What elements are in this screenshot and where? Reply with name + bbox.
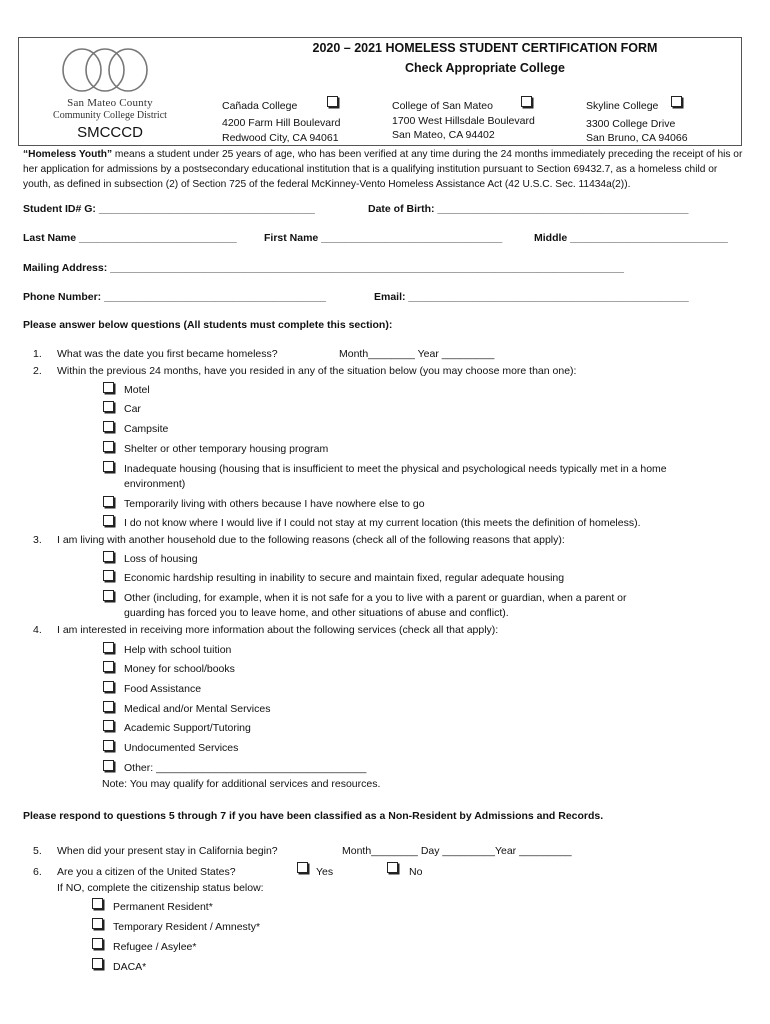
q6-no-checkbox[interactable]: [387, 862, 398, 876]
college-skyline-checkbox[interactable]: [671, 96, 682, 110]
college-canada-address2: Redwood City, CA 94061: [222, 132, 339, 144]
college-skyline-address2: San Bruno, CA 94066: [586, 132, 688, 144]
q4-medical-checkbox[interactable]: [103, 701, 114, 715]
q2-option-campsite: Campsite: [124, 423, 169, 435]
college-canada-checkbox[interactable]: [327, 96, 338, 110]
section2-heading: Please respond to questions 5 through 7 if you have been classified as a Non-Resident by Admissions and Records.: [23, 810, 604, 822]
q6-yes-checkbox[interactable]: [297, 862, 308, 876]
q2-campsite-checkbox[interactable]: [103, 421, 114, 435]
q4-option-medical: Medical and/or Mental Services: [124, 703, 271, 715]
q6-no-label: No: [409, 866, 423, 878]
q4-undocumented-checkbox[interactable]: [103, 740, 114, 754]
q6-option-daca: DACA*: [113, 961, 147, 973]
student-id-field[interactable]: Student ID# G: _____________________________________: [23, 203, 315, 215]
q3-number: 3.: [33, 534, 42, 546]
q1-date-blanks[interactable]: Month________ Year _________: [339, 348, 495, 360]
college-skyline-name: Skyline College: [586, 100, 659, 112]
q4-other-checkbox[interactable]: [103, 760, 114, 774]
q2-shelter-checkbox[interactable]: [103, 441, 114, 455]
q3-loss-checkbox[interactable]: [103, 551, 114, 565]
college-sanmateo-checkbox[interactable]: [521, 96, 532, 110]
college-skyline-address1: 3300 College Drive: [586, 118, 676, 130]
phone-field[interactable]: Phone Number: ______________________________________: [23, 291, 326, 303]
q6-option-temporary: Temporary Resident / Amnesty*: [113, 921, 261, 933]
q2-option-unknown: I do not know where I would live if I could not stay at my current location (this meets the definition of homeless).: [124, 517, 641, 529]
logo-line2: Community College District: [53, 110, 167, 121]
college-canada-name: Cañada College: [222, 100, 298, 112]
q2-unknown-checkbox[interactable]: [103, 515, 114, 529]
q6-daca-checkbox[interactable]: [92, 958, 103, 972]
q6-number: 6.: [33, 866, 42, 878]
q2-option-others: Temporarily living with others because I have nowhere else to go: [124, 498, 425, 510]
q3-other-checkbox[interactable]: [103, 590, 114, 604]
form-title: 2020 – 2021 HOMELESS STUDENT CERTIFICATION FORM: [312, 41, 658, 55]
q5-number: 5.: [33, 845, 42, 857]
q5-text: When did your present stay in California begin?: [57, 845, 278, 857]
definition-term: “Homeless Youth”: [23, 149, 113, 160]
first-name-field[interactable]: First Name _______________________________: [264, 232, 503, 244]
q6-refugee-checkbox[interactable]: [92, 938, 103, 952]
q4-option-food: Food Assistance: [124, 683, 202, 695]
q6-option-permanent: Permanent Resident*: [113, 901, 213, 913]
q4-note: Note: You may qualify for additional services and resources.: [102, 778, 381, 790]
dob-field[interactable]: Date of Birth: ___________________________________________: [368, 203, 689, 215]
q4-academic-checkbox[interactable]: [103, 720, 114, 734]
q4-option-other[interactable]: Other: ____________________________________: [124, 762, 367, 774]
q2-inadequate-checkbox[interactable]: [103, 461, 114, 475]
q4-text: I am interested in receiving more information about the following services (check all that apply):: [57, 624, 499, 636]
last-name-field[interactable]: Last Name ___________________________: [23, 232, 237, 244]
q5-date-blanks[interactable]: Month________ Day _________Year _________: [342, 845, 572, 857]
form-subtitle: Check Appropriate College: [405, 61, 565, 75]
definition-text: means a student under 25 years of age, who has been verified at any time during the 24 months immediately preceding the receipt of his or her application for admissions by a postsecondary educational institution that is a qualifying institution pursuant to Section 69432.7, as a homeless child or youth, as defined in subsection (2) of Section 725 of the federal McKinney-Vento Homeless Assistance Act (42 U.S.C. Sec. 11434a(2)).: [23, 149, 743, 190]
college-sanmateo-address1: 1700 West Hillsdale Boulevard: [392, 115, 535, 127]
q4-option-books: Money for school/books: [124, 663, 235, 675]
q3-option-other: Other (including, for example, when it is not safe for a you to live with a parent or guardian, when a parent or: [124, 592, 627, 604]
mailing-address-field[interactable]: Mailing Address: ________________________________________________________________________________________: [23, 262, 625, 274]
middle-name-field[interactable]: Middle ___________________________: [534, 232, 728, 244]
section1-heading: Please answer below questions (All students must complete this section):: [23, 319, 393, 331]
district-logo-icon: [60, 46, 150, 94]
q3-option-economic: Economic hardship resulting in inability to secure and maintain fixed, regular adequate housing: [124, 572, 565, 584]
q3-text: I am living with another household due to the following reasons (check all of the following reasons that apply):: [57, 534, 565, 546]
q2-car-checkbox[interactable]: [103, 401, 114, 415]
q4-option-tuition: Help with school tuition: [124, 644, 232, 656]
q1-text: What was the date you first became homeless?: [57, 348, 278, 360]
homeless-youth-definition: [23, 147, 745, 192]
q2-option-shelter: Shelter or other temporary housing program: [124, 443, 329, 455]
q2-others-checkbox[interactable]: [103, 496, 114, 510]
q4-books-checkbox[interactable]: [103, 661, 114, 675]
q2-option-inadequate-cont: environment): [124, 478, 186, 490]
college-canada-address1: 4200 Farm Hill Boulevard: [222, 117, 341, 129]
q2-number: 2.: [33, 365, 42, 377]
q2-option-car: Car: [124, 403, 141, 415]
q6-text: Are you a citizen of the United States?: [57, 866, 236, 878]
q4-option-undocumented: Undocumented Services: [124, 742, 239, 754]
q2-option-motel: Motel: [124, 384, 150, 396]
q6-temporary-checkbox[interactable]: [92, 918, 103, 932]
q6-followup: If NO, complete the citizenship status below:: [57, 882, 264, 894]
q4-food-checkbox[interactable]: [103, 681, 114, 695]
logo-line1: San Mateo County: [67, 97, 153, 109]
q1-number: 1.: [33, 348, 42, 360]
q6-option-refugee: Refugee / Asylee*: [113, 941, 197, 953]
q4-option-academic: Academic Support/Tutoring: [124, 722, 251, 734]
q4-number: 4.: [33, 624, 42, 636]
q6-yes-label: Yes: [316, 866, 334, 878]
q6-permanent-checkbox[interactable]: [92, 898, 103, 912]
college-sanmateo-address2: San Mateo, CA 94402: [392, 129, 495, 141]
q3-economic-checkbox[interactable]: [103, 570, 114, 584]
q2-motel-checkbox[interactable]: [103, 382, 114, 396]
email-field[interactable]: Email: ________________________________________________: [374, 291, 689, 303]
q2-option-inadequate: Inadequate housing (housing that is insufficient to meet the physical and psychological needs typically met in a home: [124, 463, 667, 475]
q4-tuition-checkbox[interactable]: [103, 642, 114, 656]
q3-option-other-cont: guarding has forced you to leave home, and other situations of abuse and conflict).: [124, 607, 509, 619]
q2-text: Within the previous 24 months, have you resided in any of the situation below (you may choose more than one):: [57, 365, 577, 377]
logo-abbr: SMCCCD: [77, 124, 143, 141]
q3-option-loss: Loss of housing: [124, 553, 198, 565]
college-sanmateo-name: College of San Mateo: [392, 100, 493, 112]
